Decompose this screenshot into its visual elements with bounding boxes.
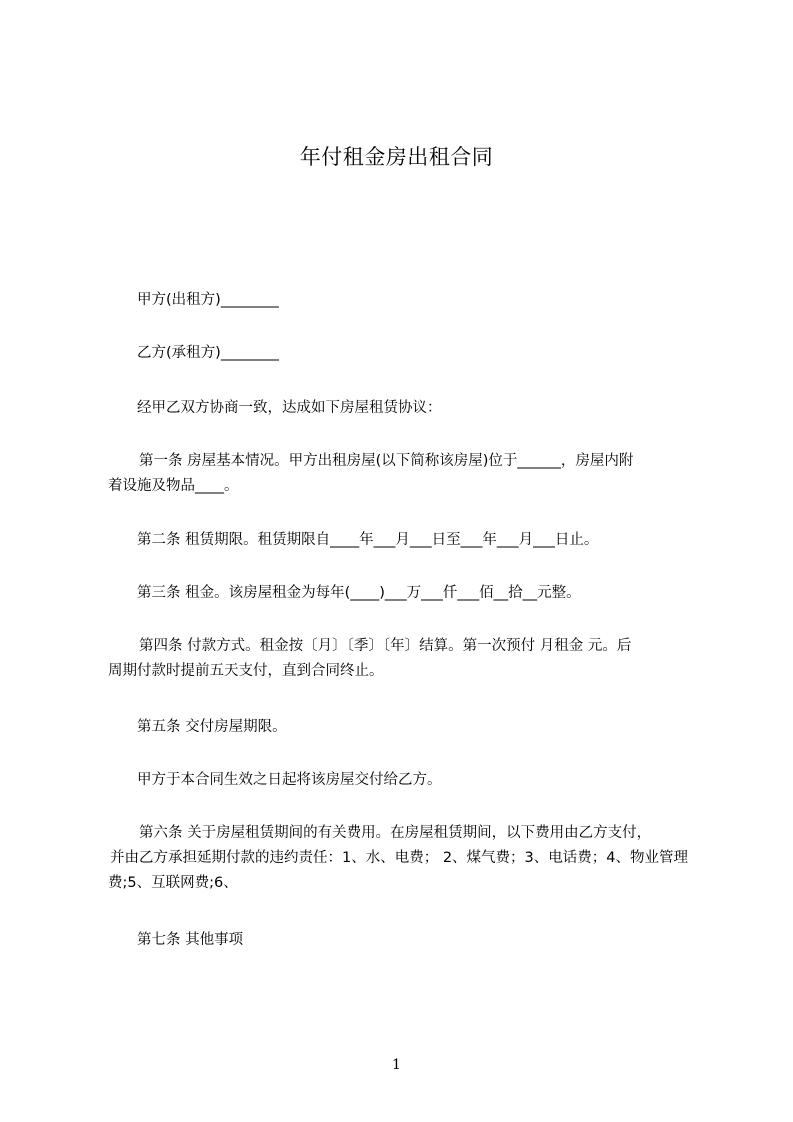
- paragraph-line: 周期付款时提前五天支付，直到合同终止。: [108, 663, 384, 679]
- paragraph-line: 并由乙方承担延期付款的违约责任：1、水、电费； 2、煤气费；3、电话费；4、物业管理: [110, 850, 689, 866]
- article-4: [108, 634, 698, 684]
- paragraph-line: 第一条 房屋基本情况。甲方出租房屋(以下简称该房屋)位于______，房屋内附: [139, 453, 634, 469]
- party-a-line: [108, 288, 727, 313]
- article-7: [108, 928, 727, 953]
- paragraph-line: 第三条 租金。该房屋租金为每年(____)___万___仟___佰__拾__元整。: [137, 585, 581, 601]
- document-title: 年付租金房出租合同: [299, 145, 494, 169]
- paragraph-line: 第六条 关于房屋租赁期间的有关费用。在房屋租赁期间，以下费用由乙方支付，: [139, 825, 652, 841]
- paragraph-line: 第二条 租赁期限。租赁期限自____年___月___日至___年___月___日止。: [137, 532, 599, 548]
- paragraph-line: 甲方(出租方)________: [137, 292, 279, 308]
- paragraph-line: 甲方于本合同生效之日起将该房屋交付给乙方。: [137, 772, 442, 788]
- article-3: [108, 581, 727, 606]
- paragraph-line: 费;5、互联网费;6、: [108, 875, 238, 891]
- page-number: 1: [392, 1057, 401, 1073]
- paragraph-line: 经甲乙双方协商一致，达成如下房屋租赁协议：: [137, 400, 442, 416]
- paragraph-line: 第五条 交付房屋期限。: [137, 719, 287, 735]
- party-b-line: [108, 341, 727, 366]
- article-5: [108, 715, 727, 740]
- article-2: [108, 528, 727, 553]
- paragraph-line: 乙方(承租方)________: [137, 345, 279, 361]
- agreement-intro: [108, 396, 727, 421]
- paragraph-line: 第七条 其他事项: [137, 932, 244, 948]
- article-5-detail: [108, 768, 727, 793]
- article-6: [108, 821, 698, 896]
- paragraph-line: 着设施及物品____。: [108, 478, 239, 494]
- paragraph-line: 第四条 付款方式。租金按〔月〕〔季〕〔年〕结算。第一次预付 月租金 元。后: [139, 638, 632, 654]
- article-1: [108, 449, 698, 499]
